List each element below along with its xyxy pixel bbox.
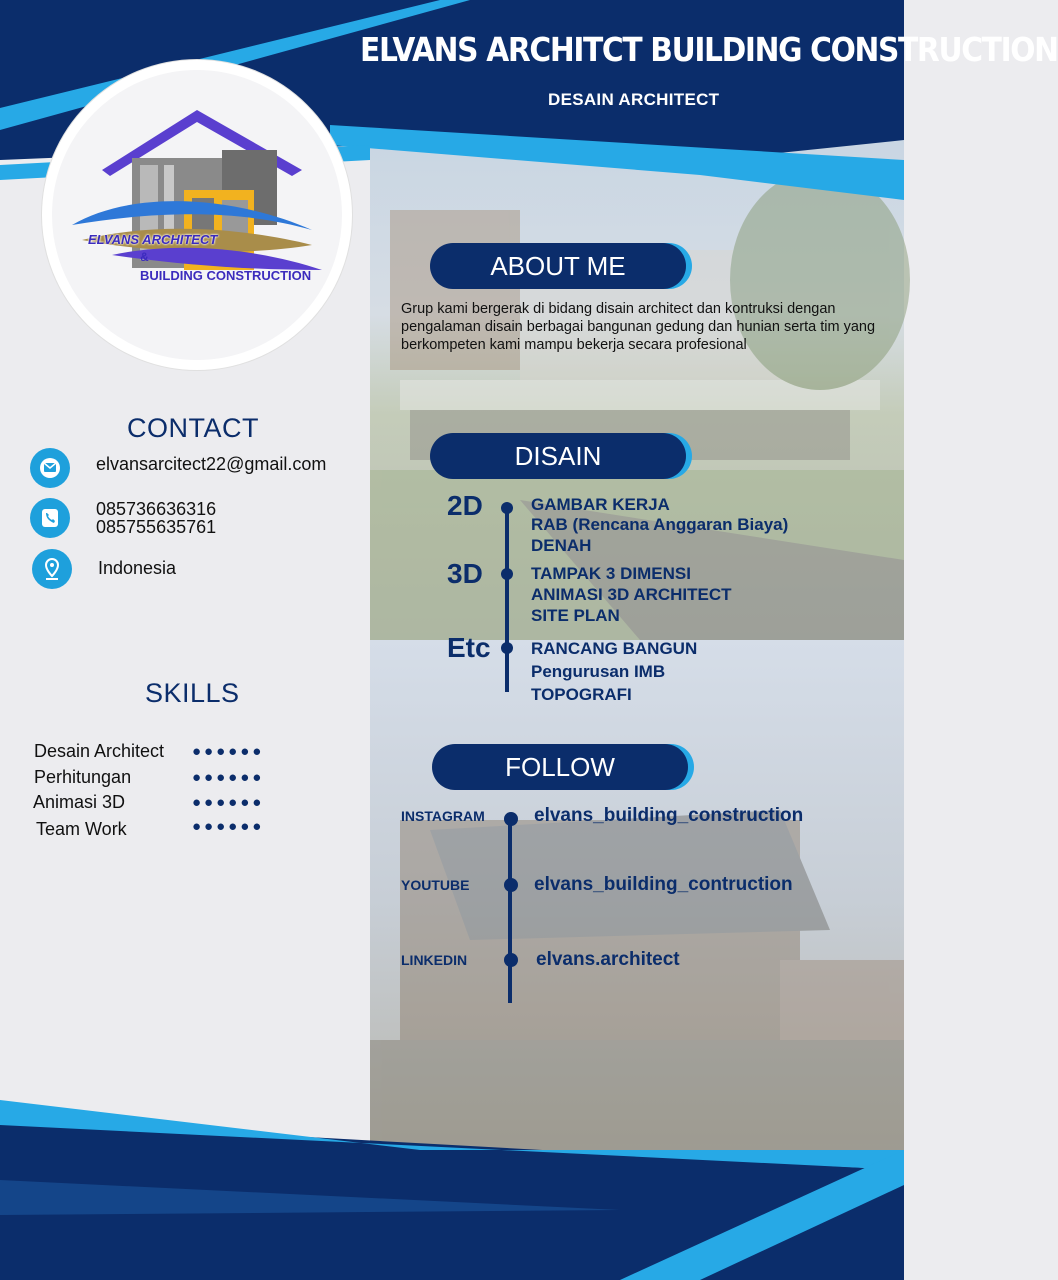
follow-heading: FOLLOW — [432, 744, 688, 790]
skill-rating: ●●●●●● — [192, 794, 265, 811]
skill-label: Desain Architect — [34, 741, 165, 761]
linkedin-handle-link[interactable]: elvans.architect — [536, 949, 680, 970]
phone-number-2[interactable]: 085755635761 — [96, 517, 217, 537]
skill-rating: ●●●●●● — [192, 818, 265, 835]
page-subtitle: DESAIN ARCHITECT — [548, 90, 720, 109]
timeline-dot — [504, 953, 518, 967]
about-heading: ABOUT ME — [430, 243, 686, 289]
skill-rating: ●●●●●● — [192, 769, 265, 786]
skill-rating: ●●●●●● — [192, 743, 265, 760]
disain-timeline — [505, 505, 509, 692]
contact-heading: CONTACT — [127, 413, 259, 443]
disain-item: GAMBAR KERJA — [531, 495, 670, 514]
logo-house-icon — [52, 70, 342, 360]
logo-text-line2: & — [140, 250, 149, 264]
about-text: Grup kami bergerak di bidang disain architect dan kontruksi dengan pengalaman disain berbagai bangunan gedung dan hunian serta tim yang berkompeten kami mampu bekerja secara profesional — [401, 301, 876, 353]
disain-item: TAMPAK 3 DIMENSI — [531, 564, 691, 583]
timeline-dot — [504, 878, 518, 892]
follow-platform-linkedin: LINKEDIN — [401, 952, 468, 968]
disain-item: TOPOGRAFI — [531, 685, 632, 704]
logo-badge — [42, 60, 352, 370]
page-title: ELVANS ARCHITCT BUILDING CONSTRUCTION — [360, 30, 1058, 69]
skill-label: Perhitungan — [34, 767, 132, 787]
disain-item: Pengurusan IMB — [531, 662, 666, 681]
disain-group-label: 2D — [447, 490, 483, 521]
follow-platform-instagram: INSTAGRAM — [401, 808, 485, 824]
email-icon — [30, 448, 70, 488]
timeline-dot — [501, 642, 513, 654]
disain-item: RAB (Rencana Anggaran Biaya) — [531, 515, 789, 534]
follow-timeline — [508, 818, 512, 1003]
instagram-handle-link[interactable]: elvans_building_construction — [534, 805, 804, 826]
disain-item: ANIMASI 3D ARCHITECT — [531, 585, 732, 604]
disain-group-label: 3D — [447, 558, 483, 589]
phone-icon — [30, 498, 70, 538]
skills-heading: SKILLS — [145, 678, 240, 708]
skill-label: Animasi 3D — [33, 792, 126, 812]
disain-item: RANCANG BANGUN — [531, 639, 698, 658]
logo-text-line3: BUILDING CONSTRUCTION — [140, 268, 312, 283]
email-link[interactable]: elvansarcitect22@gmail.com — [96, 454, 327, 474]
youtube-handle-link[interactable]: elvans_building_contruction — [534, 874, 793, 895]
disain-item: DENAH — [531, 536, 592, 555]
follow-platform-youtube: YOUTUBE — [401, 877, 470, 893]
timeline-dot — [501, 568, 513, 580]
disain-item: SITE PLAN — [531, 606, 620, 625]
timeline-dot — [501, 502, 513, 514]
logo-text-line1: ELVANS ARCHITECT — [88, 232, 218, 247]
disain-group-label: Etc — [447, 632, 491, 663]
skill-label: Team Work — [36, 819, 127, 839]
location-pin-icon — [32, 549, 72, 589]
timeline-dot — [504, 812, 518, 826]
phone-number-1[interactable]: 085736636316 — [96, 499, 217, 519]
disain-heading: DISAIN — [430, 433, 686, 479]
location-text: Indonesia — [98, 558, 177, 578]
